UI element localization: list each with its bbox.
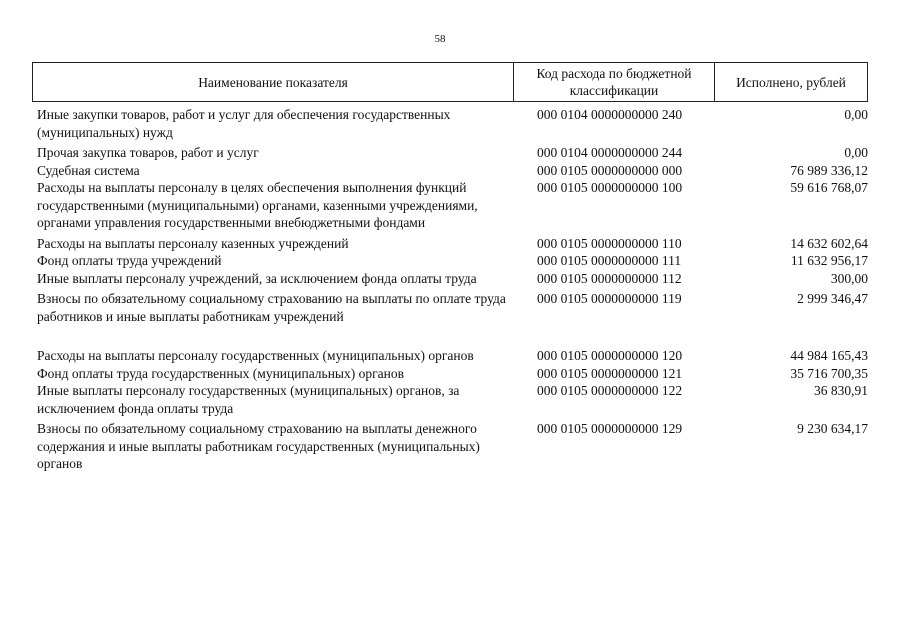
table-row [37, 162, 872, 180]
table-body [37, 106, 872, 473]
row-code: 000 0105 0000000000 110 [537, 235, 682, 251]
row-code: 000 0104 0000000000 240 [537, 107, 683, 122]
row-code: 000 0105 0000000000 100 [537, 180, 683, 195]
table-row [37, 347, 872, 365]
row-name: Судебная система [37, 162, 140, 178]
row-code: 000 0105 0000000000 112 [537, 270, 682, 286]
row-amount: 11 632 956,17 [790, 253, 868, 268]
row-name: Расходы на выплаты персоналу казенных учреждений [37, 235, 349, 251]
row-name: Иные выплаты персоналу государственных (муниципальных) органов, за исключением фонда оплаты труда [37, 383, 460, 416]
row-amount: 14 632 602,64 [790, 235, 868, 251]
table-row [37, 144, 872, 162]
table-row [37, 252, 872, 270]
table-row [37, 290, 872, 325]
row-code: 000 0105 0000000000 121 [537, 365, 683, 381]
row-code: 000 0105 0000000000 119 [537, 291, 682, 306]
table-row [37, 382, 872, 417]
row-name: Расходы на выплаты персоналу в целях обеспечения выполнения функций государственными (муниципальными) органами, казенными учреждениями, органами управления государственными внебюджетными фондами [37, 180, 478, 230]
row-name: Фонд оплаты труда государственных (муниципальных) органов [37, 365, 404, 381]
table-row [37, 420, 872, 473]
row-amount: 36 830,91 [814, 383, 868, 398]
table-row [37, 106, 872, 141]
row-amount: 59 616 768,07 [790, 180, 868, 195]
row-name: Фонд оплаты труда учреждений [37, 253, 222, 268]
row-name: Прочая закупка товаров, работ и услуг [37, 145, 259, 160]
row-code: 000 0105 0000000000 122 [537, 383, 683, 398]
row-amount: 300,00 [830, 270, 868, 286]
row-name: Взносы по обязательному социальному страхованию на выплаты денежного содержания и иные выплаты работникам государственных (муниципальных) органов [37, 421, 480, 471]
row-name: Взносы по обязательному социальному страхованию на выплаты по оплате труда работников и иные выплаты работникам учреждений [37, 291, 506, 324]
row-amount: 0,00 [844, 107, 868, 122]
row-amount: 9 230 634,17 [797, 421, 868, 436]
table-row [37, 270, 872, 288]
row-amount: 35 716 700,35 [790, 365, 868, 381]
row-code: 000 0105 0000000000 000 [537, 162, 683, 178]
header-budget-code: Код расхода по бюджетной классификации [514, 63, 715, 101]
table-row [37, 179, 872, 232]
row-amount: 44 984 165,43 [790, 348, 868, 363]
row-code: 000 0105 0000000000 120 [537, 348, 683, 363]
row-amount: 0,00 [844, 145, 868, 160]
header-executed-amount: Исполнено, рублей [736, 74, 846, 90]
row-name: Иные выплаты персоналу учреждений, за исключением фонда оплаты труда [37, 270, 477, 286]
row-name: Расходы на выплаты персоналу государственных (муниципальных) органов [37, 348, 474, 363]
row-amount: 76 989 336,12 [790, 162, 868, 178]
row-code: 000 0105 0000000000 111 [537, 253, 682, 268]
row-amount: 2 999 346,47 [797, 291, 868, 306]
table-header [32, 62, 868, 102]
row-code: 000 0104 0000000000 244 [537, 145, 683, 160]
row-code: 000 0105 0000000000 129 [537, 421, 683, 436]
header-indicator-name: Наименование показателя [33, 63, 514, 101]
table-row [37, 365, 872, 383]
table-row [37, 235, 872, 253]
page-number: 58 [434, 33, 446, 45]
row-name: Иные закупки товаров, работ и услуг для обеспечения государственных (муниципальных) нужд [37, 107, 451, 140]
